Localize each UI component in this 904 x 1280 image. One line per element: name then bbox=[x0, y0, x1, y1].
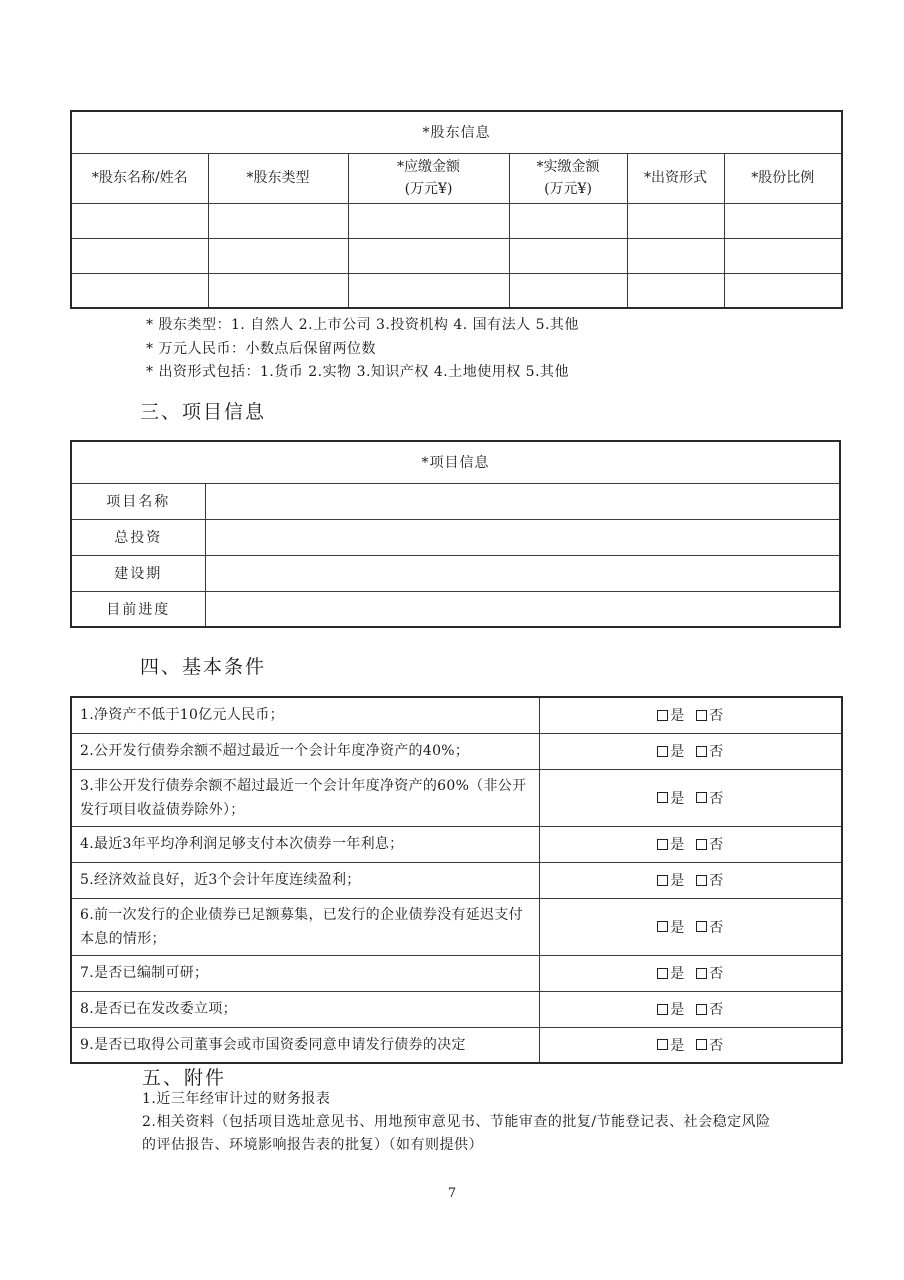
yes-label: 是 bbox=[670, 837, 685, 853]
yes-label: 是 bbox=[670, 966, 685, 982]
yes-checkbox[interactable] bbox=[657, 870, 684, 890]
table-cell[interactable] bbox=[724, 203, 842, 238]
yes-label: 是 bbox=[670, 1037, 685, 1054]
checkbox-icon[interactable] bbox=[657, 1039, 668, 1050]
yes-label: 是 bbox=[670, 708, 685, 725]
label-current-progress: 目前进度 bbox=[71, 591, 205, 627]
col-contribution-form: *出资形式 bbox=[627, 153, 724, 203]
table-row bbox=[71, 591, 840, 627]
checkbox-icon[interactable] bbox=[696, 921, 707, 932]
section-title-conditions: 四、基本条件 bbox=[140, 656, 267, 678]
no-checkbox[interactable] bbox=[696, 741, 723, 761]
table-cell[interactable] bbox=[627, 273, 724, 308]
table-cell[interactable] bbox=[627, 238, 724, 273]
yes-label: 是 bbox=[670, 744, 685, 760]
page-number: 7 bbox=[447, 1186, 457, 1201]
yes-checkbox[interactable] bbox=[657, 705, 684, 725]
checkbox-icon[interactable] bbox=[657, 1004, 668, 1015]
no-label: 否 bbox=[709, 1037, 724, 1054]
shareholder-table-title: *股东信息 bbox=[71, 111, 842, 153]
checkbox-icon[interactable] bbox=[696, 792, 707, 803]
table-row bbox=[71, 826, 842, 862]
table-cell[interactable] bbox=[208, 203, 348, 238]
note-contribution-form: * 出资形式包括：1.货币 2.实物 3.知识产权 4.土地使用权 5.其他 bbox=[146, 364, 570, 380]
checkbox-icon[interactable] bbox=[657, 875, 668, 886]
yes-checkbox[interactable] bbox=[657, 834, 684, 854]
yes-label: 是 bbox=[670, 919, 685, 936]
no-label: 否 bbox=[709, 708, 724, 725]
condition-answer bbox=[539, 769, 842, 826]
table-cell[interactable] bbox=[208, 273, 348, 308]
no-checkbox[interactable] bbox=[696, 963, 723, 983]
condition-text: 5.经济效益良好，近3个会计年度连续盈利； bbox=[71, 862, 539, 898]
table-cell[interactable] bbox=[724, 238, 842, 273]
table-cell[interactable] bbox=[71, 238, 208, 273]
checkbox-icon[interactable] bbox=[657, 921, 668, 932]
col-amount-paid-label: *实缴金额 bbox=[536, 159, 600, 175]
table-cell[interactable] bbox=[348, 238, 509, 273]
checkbox-icon[interactable] bbox=[657, 746, 668, 757]
condition-answer bbox=[539, 862, 842, 898]
table-cell[interactable] bbox=[724, 273, 842, 308]
shareholder-notes bbox=[146, 314, 579, 385]
table-row bbox=[71, 519, 840, 555]
col-amount-due-label: *应缴金额 bbox=[397, 159, 460, 175]
yes-label: 是 bbox=[670, 790, 685, 807]
project-table-title: *项目信息 bbox=[71, 441, 840, 483]
condition-text: 6.前一次发行的企业债券已足额募集，已发行的企业债券没有延迟支付本息的情形； bbox=[71, 898, 539, 955]
condition-text: 1.净资产不低于10亿元人民币； bbox=[71, 697, 539, 733]
condition-answer bbox=[539, 991, 842, 1027]
checkbox-icon[interactable] bbox=[657, 968, 668, 979]
checkbox-icon[interactable] bbox=[657, 710, 668, 721]
condition-text: 8.是否已在发改委立项； bbox=[71, 991, 539, 1027]
input-total-investment[interactable] bbox=[205, 519, 840, 555]
no-checkbox[interactable] bbox=[696, 870, 723, 890]
input-project-name[interactable] bbox=[205, 483, 840, 519]
table-row bbox=[71, 238, 842, 273]
condition-text: 3.非公开发行债券余额不超过最近一个会计年度净资产的60%（非公开发行项目收益债券除外）； bbox=[71, 769, 539, 826]
table-cell[interactable] bbox=[348, 273, 509, 308]
attachment-item-1: 1.近三年经审计过的财务报表 bbox=[142, 1091, 331, 1107]
checkbox-icon[interactable] bbox=[696, 1004, 707, 1015]
checkbox-icon[interactable] bbox=[657, 839, 668, 850]
table-row bbox=[71, 955, 842, 991]
checkbox-icon[interactable] bbox=[696, 746, 707, 757]
table-row bbox=[71, 483, 840, 519]
col-amount-paid bbox=[509, 153, 627, 203]
col-amount-due-unit: (万元¥) bbox=[404, 181, 453, 197]
no-checkbox[interactable] bbox=[696, 999, 723, 1019]
no-label: 否 bbox=[709, 966, 724, 982]
table-row bbox=[71, 203, 842, 238]
col-shareholder-name: *股东名称/姓名 bbox=[71, 153, 208, 203]
col-share-ratio: *股份比例 bbox=[724, 153, 842, 203]
no-label: 否 bbox=[709, 919, 724, 936]
yes-label: 是 bbox=[670, 873, 685, 889]
checkbox-icon[interactable] bbox=[657, 792, 668, 803]
yes-label: 是 bbox=[670, 1002, 685, 1018]
condition-text: 4.最近3年平均净利润足够支付本次债券一年利息； bbox=[71, 826, 539, 862]
yes-checkbox[interactable] bbox=[657, 1035, 684, 1055]
table-row bbox=[71, 1027, 842, 1063]
table-cell[interactable] bbox=[348, 203, 509, 238]
table-cell[interactable] bbox=[627, 203, 724, 238]
section-title-project: 三、项目信息 bbox=[140, 401, 267, 423]
yes-checkbox[interactable] bbox=[657, 741, 684, 761]
condition-text: 9.是否已取得公司董事会或市国资委同意申请发行债券的决定 bbox=[71, 1027, 539, 1063]
col-shareholder-type: *股东类型 bbox=[208, 153, 348, 203]
no-checkbox[interactable] bbox=[696, 834, 723, 854]
condition-answer bbox=[539, 697, 842, 733]
condition-answer bbox=[539, 955, 842, 991]
table-row bbox=[71, 555, 840, 591]
table-row bbox=[71, 991, 842, 1027]
table-cell[interactable] bbox=[71, 203, 208, 238]
table-row bbox=[71, 769, 842, 826]
no-checkbox[interactable] bbox=[696, 788, 723, 808]
condition-text: 7.是否已编制可研； bbox=[71, 955, 539, 991]
yes-checkbox[interactable] bbox=[657, 999, 684, 1019]
conditions-table bbox=[70, 696, 843, 1064]
table-row bbox=[71, 898, 842, 955]
table-cell[interactable] bbox=[208, 238, 348, 273]
note-currency: * 万元人民币：小数点后保留两位数 bbox=[146, 340, 376, 357]
input-construction-period[interactable] bbox=[205, 555, 840, 591]
table-row bbox=[71, 273, 842, 308]
condition-answer bbox=[539, 733, 842, 769]
condition-answer bbox=[539, 898, 842, 955]
project-table bbox=[70, 440, 841, 628]
condition-text: 2.公开发行债券余额不超过最近一个会计年度净资产的40%； bbox=[71, 733, 539, 769]
no-label: 否 bbox=[709, 790, 724, 807]
input-current-progress[interactable] bbox=[205, 591, 840, 627]
table-cell[interactable] bbox=[509, 273, 627, 308]
col-amount-paid-unit: (万元¥) bbox=[544, 181, 592, 197]
checkbox-icon[interactable] bbox=[696, 968, 707, 979]
no-checkbox[interactable] bbox=[696, 1035, 723, 1055]
table-row bbox=[71, 697, 842, 733]
table-row bbox=[71, 862, 842, 898]
no-label: 否 bbox=[709, 744, 724, 760]
table-cell[interactable] bbox=[509, 203, 627, 238]
table-row bbox=[71, 733, 842, 769]
yes-checkbox[interactable] bbox=[657, 788, 684, 808]
condition-answer bbox=[539, 826, 842, 862]
yes-checkbox[interactable] bbox=[657, 917, 684, 937]
section-title-attachments: 五、附件 bbox=[142, 1067, 227, 1089]
checkbox-icon[interactable] bbox=[696, 1039, 707, 1050]
table-cell[interactable] bbox=[71, 273, 208, 308]
no-label: 否 bbox=[709, 837, 724, 853]
no-checkbox[interactable] bbox=[696, 705, 723, 725]
checkbox-icon[interactable] bbox=[696, 839, 707, 850]
no-checkbox[interactable] bbox=[696, 917, 723, 937]
label-project-name: 项目名称 bbox=[71, 483, 205, 519]
label-total-investment: 总投资 bbox=[71, 519, 205, 555]
no-label: 否 bbox=[709, 873, 724, 889]
col-amount-due bbox=[348, 153, 509, 203]
no-label: 否 bbox=[709, 1002, 724, 1018]
attachment-item-2: 2.相关资料（包括项目选址意见书、用地预审意见书、节能审查的批复/节能登记表、社会稳定风险的评估报告、环境影响报告表的批复）（如有则提供） bbox=[142, 1114, 771, 1153]
note-shareholder-type: * 股东类型：1. 自然人 2.上市公司 3.投资机构 4. 国有法人 5.其他 bbox=[146, 317, 579, 333]
table-cell[interactable] bbox=[509, 238, 627, 273]
checkbox-icon[interactable] bbox=[696, 710, 707, 721]
checkbox-icon[interactable] bbox=[696, 875, 707, 886]
attachments-list bbox=[142, 1088, 782, 1157]
condition-answer bbox=[539, 1027, 842, 1063]
yes-checkbox[interactable] bbox=[657, 963, 684, 983]
shareholder-table bbox=[70, 110, 843, 309]
label-construction-period: 建设期 bbox=[71, 555, 205, 591]
